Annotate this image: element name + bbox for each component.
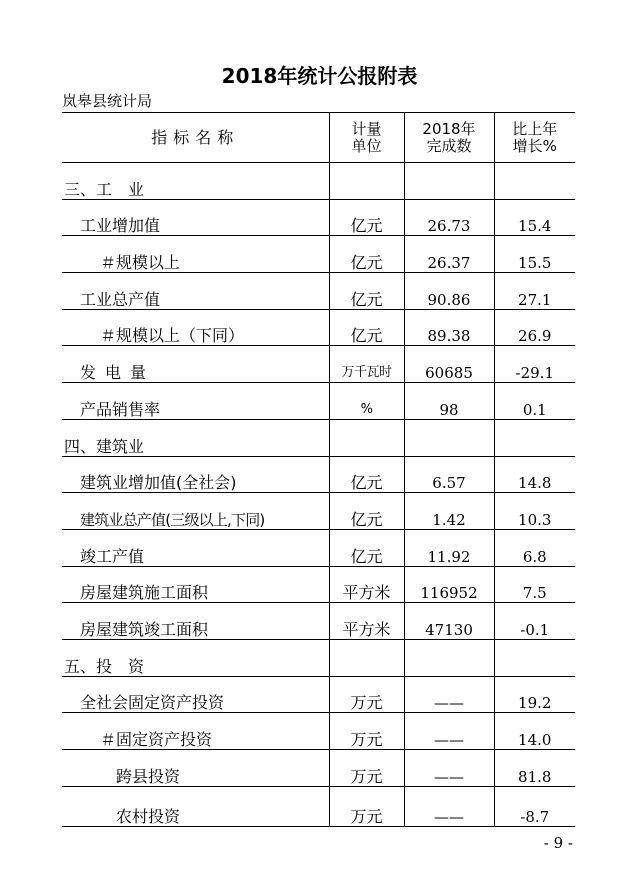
table-row [62,713,575,750]
row-growth: 7.5 [494,566,575,603]
row-value [404,163,494,200]
table-row [62,786,575,826]
row-unit: 平方米 [329,566,404,603]
row-name: 跨县投资 [62,750,329,787]
row-unit: 亿元 [329,273,404,310]
row-growth [494,639,575,676]
row-unit: 万元 [329,676,404,713]
table-row [62,199,575,236]
row-unit [329,163,404,200]
table-row [62,603,575,640]
row-growth: 14.0 [494,713,575,750]
section-row-investment [62,639,575,676]
row-growth: 15.4 [494,199,575,236]
issuing-organization: 岚皋县统计局 [62,92,153,110]
row-value: 90.86 [404,273,494,310]
row-name: 工业总产值 [62,273,329,310]
row-value: 6.57 [404,456,494,493]
row-growth: 27.1 [494,273,575,310]
section-row-industry [62,163,575,200]
row-value: 60685 [404,346,494,383]
table-row [62,346,575,383]
header-growth: 比上年 增长% [494,113,575,163]
row-value [404,639,494,676]
row-value: 26.73 [404,199,494,236]
header-indicator-name: 指标名称 [62,113,329,163]
row-unit: 万元 [329,786,404,826]
row-growth: -29.1 [494,346,575,383]
table-row [62,676,575,713]
row-value: 89.38 [404,309,494,346]
row-name: 全社会固定资产投资 [62,676,329,713]
table-row [62,529,575,566]
table-row [62,309,575,346]
row-unit: 亿元 [329,529,404,566]
row-name: 房屋建筑施工面积 [62,566,329,603]
table-row [62,236,575,273]
row-name: 房屋建筑竣工面积 [62,603,329,640]
row-growth: 15.5 [494,236,575,273]
section-row-construction [62,419,575,456]
row-value: —— [404,750,494,787]
row-value: 26.37 [404,236,494,273]
row-unit: 万千瓦时 [329,346,404,383]
row-name: 工业增加值 [62,199,329,236]
row-unit: 亿元 [329,309,404,346]
row-unit [329,639,404,676]
row-unit: 万元 [329,750,404,787]
table-row [62,456,575,493]
row-unit [329,419,404,456]
row-unit: 万元 [329,713,404,750]
row-name: 竣工产值 [62,529,329,566]
page-title: 2018年统计公报附表 [221,64,418,88]
row-value: —— [404,676,494,713]
row-unit: 亿元 [329,236,404,273]
row-growth: 6.8 [494,529,575,566]
row-growth: 26.9 [494,309,575,346]
table-row [62,273,575,310]
row-value: 47130 [404,603,494,640]
row-growth: 19.2 [494,676,575,713]
row-name: ＃固定资产投资 [62,713,329,750]
table-row [62,383,575,420]
row-growth: 0.1 [494,383,575,420]
page-number: - 9 - [543,834,573,852]
row-name: 农村投资 [62,786,329,826]
row-growth: 14.8 [494,456,575,493]
row-unit: 平方米 [329,603,404,640]
row-value: 98 [404,383,494,420]
row-name: ＃规模以上 [62,236,329,273]
row-name: 四、建筑业 [62,419,329,456]
header-value-2018: 2018年 完成数 [404,113,494,163]
row-growth: -0.1 [494,603,575,640]
statistics-table [62,112,575,827]
row-name: ＃规模以上（下同） [62,309,329,346]
row-unit: % [329,383,404,420]
row-name: 三、工 业 [62,163,329,200]
row-value: —— [404,713,494,750]
row-name: 产品销售率 [62,383,329,420]
table-row [62,750,575,787]
row-growth: 81.8 [494,750,575,787]
row-name: 建筑业增加值(全社会) [62,456,329,493]
row-value: 116952 [404,566,494,603]
row-unit: 亿元 [329,456,404,493]
row-value: 1.42 [404,493,494,530]
row-unit: 亿元 [329,493,404,530]
row-value: —— [404,786,494,826]
row-growth: 10.3 [494,493,575,530]
header-unit: 计量 单位 [329,113,404,163]
row-unit: 亿元 [329,199,404,236]
row-name: 五、投 资 [62,639,329,676]
table-header-row [62,113,575,163]
row-value: 11.92 [404,529,494,566]
table-row [62,566,575,603]
row-name: 建筑业总产值(三级以上,下同) [62,493,329,530]
row-growth: -8.7 [494,786,575,826]
row-growth [494,419,575,456]
table-row [62,493,575,530]
row-name: 发电量 [62,346,329,383]
row-value [404,419,494,456]
row-growth [494,163,575,200]
